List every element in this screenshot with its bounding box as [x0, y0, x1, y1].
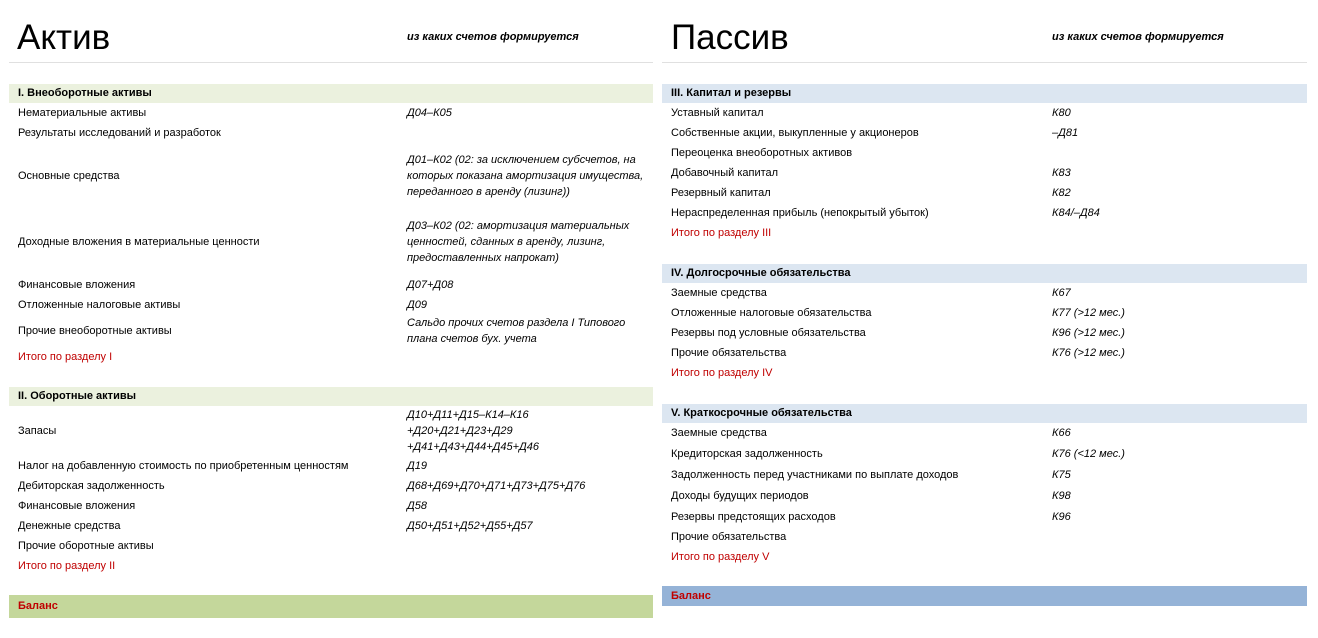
section-header [662, 404, 1307, 423]
table-row [9, 456, 653, 476]
row-source: Д03–К02 (02: амортизация материальных ценностей, сданных в аренду, лизинг, предоставленных напрокат) [407, 220, 630, 264]
table-row [662, 343, 1307, 363]
row-source: К75 [1052, 468, 1071, 481]
table-row [9, 209, 653, 275]
row-source: Д19 [407, 460, 427, 472]
assets-subtitle: из каких счетов формируется [407, 31, 579, 43]
row-source: Сальдо прочих счетов раздела I Типового плана счетов бух. учета [407, 317, 626, 345]
table-row [662, 203, 1307, 223]
table-row [662, 303, 1307, 323]
section-longterm-liabilities [662, 264, 1307, 383]
section-header-text: V. Краткосрочные обязательства [671, 407, 852, 419]
row-label: Отложенные налоговые обязательства [671, 307, 872, 319]
table-row [662, 183, 1307, 203]
row-label: Денежные средства [18, 520, 121, 532]
row-source: Д50+Д51+Д52+Д55+Д57 [407, 520, 533, 532]
row-source: К66 [1052, 427, 1071, 439]
row-source: Д09 [407, 299, 427, 311]
table-row [662, 283, 1307, 303]
row-label: Прочие обязательства [671, 347, 787, 359]
liabilities-balance: Баланс [662, 586, 1307, 606]
row-source: Д10+Д11+Д15–К14–К16 +Д20+Д21+Д23+Д29 +Д41+Д43+Д44+Д45+Д46 [407, 409, 540, 453]
row-label: Резервный капитал [671, 187, 771, 199]
table-row [662, 323, 1307, 343]
assets-title-rule [9, 62, 653, 63]
row-label: Резервы предстоящих расходов [671, 511, 836, 523]
row-label: Результаты исследований и разработок [18, 127, 221, 139]
section-shortterm-liabilities [662, 404, 1307, 567]
section-header [662, 84, 1307, 103]
row-label: Прочие обязательства [671, 531, 787, 543]
row-source: Д68+Д69+Д70+Д71+Д73+Д75+Д76 [407, 480, 586, 492]
row-source: Д01–К02 (02: за исключением субсчетов, на которых показана амортизация имущества, переданного в аренду (лизинг)) [407, 154, 644, 198]
table-row [9, 123, 653, 143]
section-total: Итого по разделу I [18, 351, 113, 363]
row-source: К82 [1052, 187, 1071, 199]
liabilities-subtitle: из каких счетов формируется [1052, 31, 1224, 43]
row-label: Нераспределенная прибыль (непокрытый убыток) [671, 207, 929, 219]
row-label: Задолженность перед участниками по выплате доходов [671, 468, 959, 481]
table-row [662, 507, 1307, 527]
table-row [9, 496, 653, 516]
section-total: Итого по разделу V [671, 551, 770, 563]
row-source: К98 [1052, 490, 1071, 502]
row-source: К96 [1052, 511, 1071, 523]
row-label: Заемные средства [671, 287, 767, 299]
table-row [662, 103, 1307, 123]
row-source: К80 [1052, 107, 1071, 119]
table-row [9, 536, 653, 556]
section-total: Итого по разделу IV [671, 367, 773, 379]
row-label: Доходы будущих периодов [671, 490, 809, 502]
table-row [9, 406, 653, 456]
row-label: Добавочный капитал [671, 167, 779, 179]
row-source: К83 [1052, 167, 1071, 179]
row-label: Собственные акции, выкупленные у акционеров [671, 127, 919, 139]
row-label: Прочие внеоборотные активы [18, 325, 172, 337]
row-label: Кредиторская задолженность [671, 447, 823, 460]
row-label: Дебиторская задолженность [18, 480, 165, 492]
section-total: Итого по разделу II [18, 560, 116, 572]
assets-balance: Баланс [9, 595, 653, 618]
table-row [662, 464, 1307, 485]
section-total: Итого по разделу III [671, 227, 772, 239]
table-row [662, 443, 1307, 464]
table-row [662, 123, 1307, 143]
section-header [9, 84, 653, 103]
table-row [9, 295, 653, 315]
row-label: Финансовые вложения [18, 500, 136, 512]
row-source: К96 (>12 мес.) [1052, 327, 1125, 339]
row-source: К76 (>12 мес.) [1052, 347, 1125, 359]
table-row [662, 143, 1307, 163]
row-label: Отложенные налоговые активы [18, 299, 181, 311]
row-label: Нематериальные активы [18, 107, 147, 119]
row-source: К77 (>12 мес.) [1052, 307, 1125, 319]
row-source: Д07+Д08 [407, 279, 454, 291]
row-label: Заемные средства [671, 427, 767, 439]
table-row [662, 485, 1307, 507]
row-label: Резервы под условные обязательства [671, 327, 866, 339]
section-noncurrent-assets [9, 84, 653, 367]
section-header-text: IV. Долгосрочные обязательства [671, 267, 851, 279]
row-source: Д04–К05 [407, 107, 452, 119]
row-label: Основные средства [18, 170, 120, 182]
section-header-text: I. Внеоборотные активы [18, 87, 152, 99]
table-row [9, 103, 653, 123]
section-header-text: III. Капитал и резервы [671, 87, 792, 99]
assets-title: Актив [17, 18, 111, 57]
row-label: Переоценка внеоборотных активов [671, 147, 853, 159]
row-label: Запасы [18, 425, 57, 437]
table-row [662, 423, 1307, 443]
section-header-text: II. Оборотные активы [18, 390, 136, 402]
table-row [9, 516, 653, 536]
row-source: –Д81 [1052, 127, 1079, 139]
table-row [9, 143, 653, 209]
row-label: Прочие оборотные активы [18, 540, 154, 552]
row-source: К76 (<12 мес.) [1052, 447, 1125, 460]
table-row [662, 527, 1307, 547]
row-label: Доходные вложения в материальные ценности [18, 236, 260, 248]
row-source: Д58 [407, 500, 427, 512]
table-row [9, 275, 653, 295]
table-row [662, 163, 1307, 183]
section-capital-reserves [662, 84, 1307, 243]
section-header [662, 264, 1307, 283]
row-label: Налог на добавленную стоимость по приобретенным ценностям [18, 460, 349, 472]
liabilities-title: Пассив [671, 18, 789, 57]
table-row [9, 476, 653, 496]
row-source: К84/–Д84 [1052, 207, 1100, 219]
liabilities-title-rule [662, 62, 1307, 63]
table-row [9, 315, 653, 347]
row-label: Финансовые вложения [18, 279, 136, 291]
section-header [9, 387, 653, 406]
section-current-assets [9, 387, 653, 576]
row-source: К67 [1052, 287, 1071, 299]
row-label: Уставный капитал [671, 107, 764, 119]
